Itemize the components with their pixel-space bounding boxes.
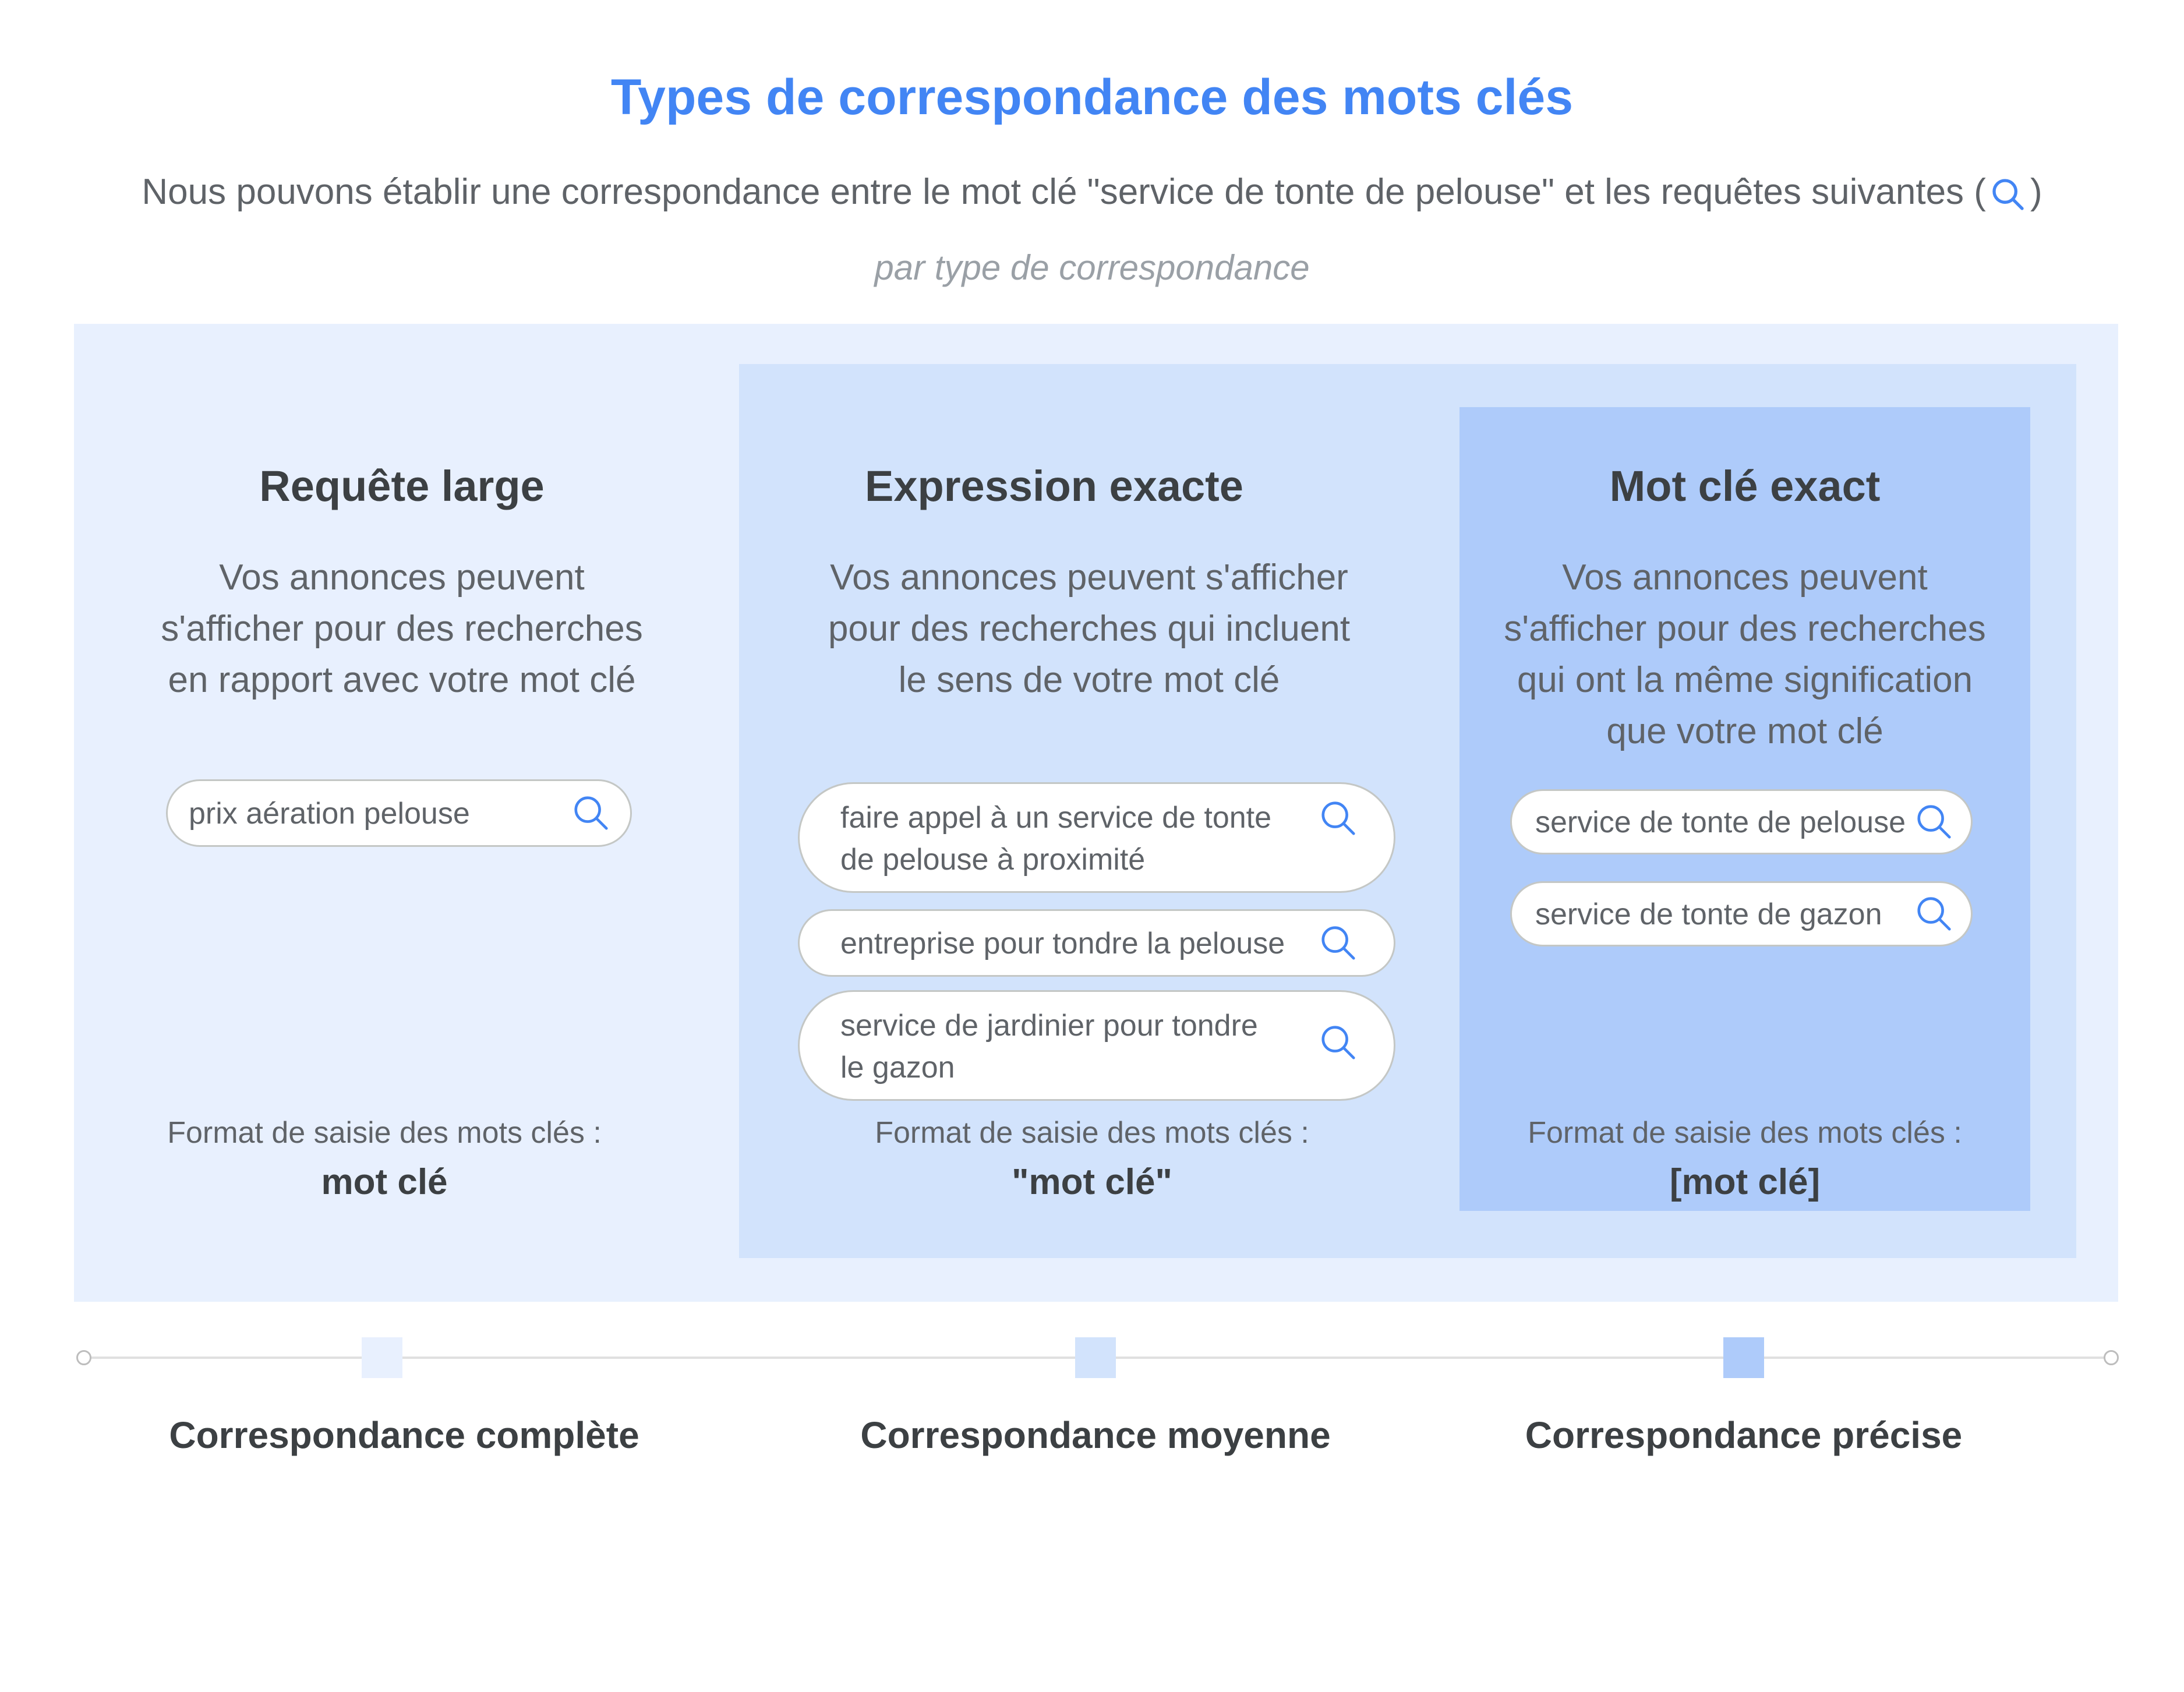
timeline-label-phrase: Correspondance moyenne: [860, 1414, 1331, 1456]
query-line: service de jardinier pour tondre: [840, 1009, 1258, 1043]
format-value-broad: mot clé: [321, 1162, 448, 1202]
description-line: que votre mot clé: [1606, 711, 1883, 751]
query-text: service de tonte de gazon: [1535, 898, 1882, 931]
column-description-phrase: [798, 552, 1380, 706]
description-line: qui ont la même signification: [1517, 660, 1973, 700]
search-query-pill[interactable]: [166, 779, 632, 847]
query-line: de pelouse à proximité: [840, 843, 1146, 877]
search-query-pill[interactable]: [798, 782, 1395, 893]
search-icon: [1914, 893, 1955, 934]
description-line: s'afficher pour des recherches: [161, 609, 643, 649]
page-title: Types de correspondance des mots clés: [610, 69, 1574, 125]
search-query-pill[interactable]: [1510, 881, 1973, 946]
column-title-exact: Mot clé exact: [1609, 462, 1881, 510]
search-query-pill[interactable]: [798, 990, 1395, 1101]
timeline-label-exact: Correspondance précise: [1525, 1414, 1963, 1456]
page-subtitle: [0, 169, 2184, 216]
query-line: faire appel à un service de tonte: [840, 801, 1272, 835]
description-line: Vos annonces peuvent: [219, 557, 585, 598]
query-text: service de tonte de pelouse: [1535, 806, 1906, 839]
query-line: le gazon: [840, 1051, 955, 1085]
query-text: prix aération pelouse: [189, 797, 470, 831]
description-line: Vos annonces peuvent s'afficher: [830, 557, 1348, 598]
query-text: [840, 1005, 1258, 1089]
search-icon: [1318, 923, 1359, 963]
timeline-start-marker: [76, 1350, 91, 1365]
description-line: le sens de votre mot clé: [898, 660, 1280, 700]
description-line: pour des recherches qui incluent: [828, 609, 1351, 649]
description-line: s'afficher pour des recherches: [1504, 609, 1986, 649]
query-text: entreprise pour tondre la pelouse: [840, 927, 1285, 960]
subtitle-text-end: ): [2030, 172, 2042, 212]
format-label-exact: Format de saisie des mots clés :: [1528, 1116, 1962, 1150]
timeline-marker-phrase: [1075, 1337, 1116, 1378]
description-line: en rapport avec votre mot clé: [168, 660, 636, 700]
search-query-pill[interactable]: [798, 909, 1395, 977]
search-icon: [1914, 801, 1955, 842]
caption: par type de correspondance: [874, 248, 1310, 287]
column-description-exact: [1459, 552, 2030, 757]
search-icon: [1318, 1022, 1359, 1063]
search-query-pill[interactable]: [1510, 789, 1973, 854]
format-label-phrase: Format de saisie des mots clés :: [875, 1116, 1309, 1150]
column-title-broad: Requête large: [259, 462, 545, 510]
column-description-broad: [111, 552, 693, 706]
timeline-end-marker: [2104, 1350, 2119, 1365]
timeline-marker-exact: [1723, 1337, 1764, 1378]
search-icon: [571, 793, 612, 833]
search-icon: [1318, 798, 1359, 839]
format-value-exact: [mot clé]: [1669, 1162, 1821, 1202]
subtitle-text: Nous pouvons établir une correspondance entre le mot clé "service de tonte de pelouse" et les requêtes suivantes (: [142, 172, 1986, 212]
timeline-marker-broad: [362, 1337, 402, 1378]
format-label-broad: Format de saisie des mots clés :: [167, 1116, 602, 1150]
column-title-phrase: Expression exacte: [865, 462, 1243, 510]
description-line: Vos annonces peuvent: [1562, 557, 1928, 598]
search-icon: [1989, 176, 2027, 213]
format-value-phrase: "mot clé": [1012, 1162, 1172, 1202]
timeline-label-broad: Correspondance complète: [169, 1414, 639, 1456]
query-text: [840, 797, 1271, 881]
